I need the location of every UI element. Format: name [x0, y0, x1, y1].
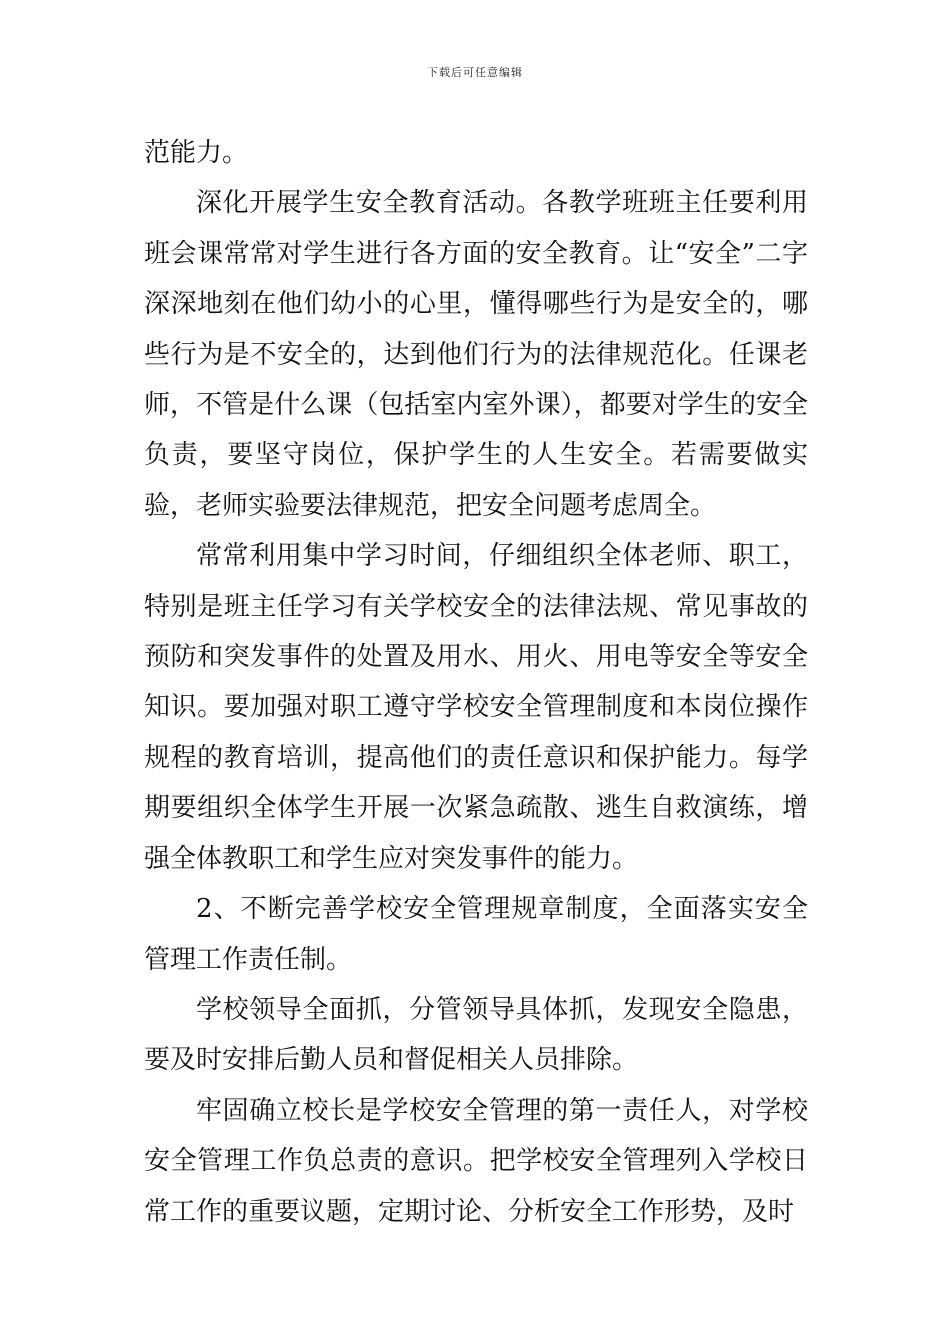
paragraph: 学校领导全面抓，分管领导具体抓，发现安全隐患，要及时安排后勤人员和督促相关人员排除。 — [144, 994, 808, 1076]
paragraph: 2、不断完善学校安全管理规章制度，全面落实安全管理工作责任制。 — [144, 894, 808, 975]
document-body — [144, 128, 808, 1237]
paragraph: 范能力。 — [144, 138, 249, 168]
page-header-note: 下载后可任意编辑 — [427, 66, 523, 79]
paragraph: 常常利用集中学习时间，仔细组织全体老师、职工，特别是班主任学习有关学校安全的法律法规、常见事故的预防和突发事件的处置及用水、用火、用电等安全等安全知识。要加强对职工遵守学校安全管理制度和本岗位操作规程的教育培训，提高他们的责任意识和保护能力。每学期要组织全体学生开展一次紧急疏散、逃生自救演练，增强全体教职工和学生应对突发事件的能力。 — [144, 541, 808, 874]
paragraph: 牢固确立校长是学校安全管理的第一责任人，对学校安全管理工作负总责的意识。把学校安全管理列入学校日常工作的重要议题，定期讨论、分析安全工作形势，及时 — [144, 1095, 808, 1227]
paragraph: 深化开展学生安全教育活动。各教学班班主任要利用班会课常常对学生进行各方面的安全教育。让“安全”二字深深地刻在他们幼小的心里，懂得哪些行为是安全的，哪些行为是不安全的，达到他们行为的法律规范化。任课老师，不管是什么课（包括室内室外课），都要对学生的安全负责，要坚守岗位，保护学生的人生安全。若需要做实验，老师实验要法律规范，把安全问题考虑周全。 — [144, 188, 808, 521]
